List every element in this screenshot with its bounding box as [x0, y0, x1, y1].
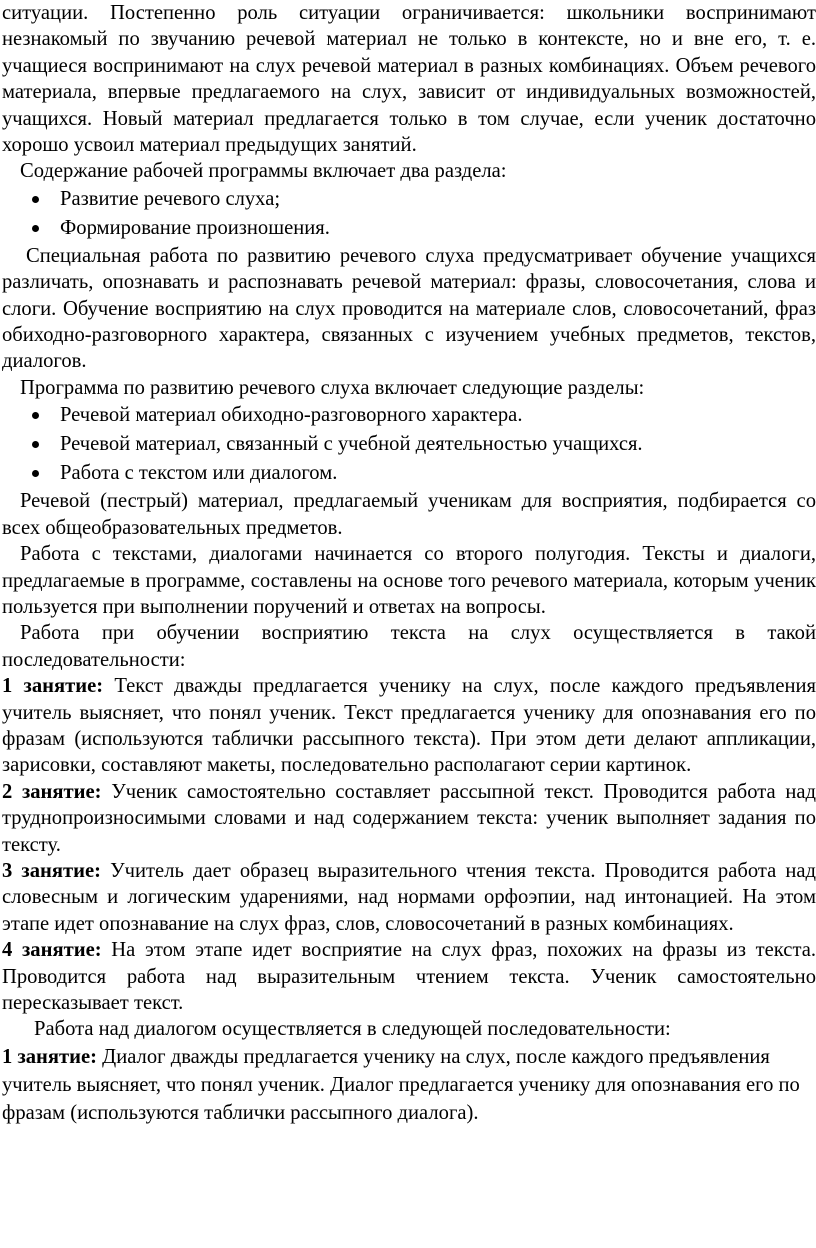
lesson-label: 2 занятие:: [2, 780, 102, 803]
paragraph-speech-material: Речевой (пестрый) материал, предлагаемый ученикам для восприятия, подбирается со всех общеобразовательных предметов.: [2, 490, 816, 539]
paragraph-program-content: Содержание рабочей программы включает два раздела:: [20, 160, 507, 183]
list-item: Речевой материал, связанный с учебной деятельностью учащихся.: [2, 430, 816, 459]
bullet-list-program-sections: [2, 401, 816, 488]
paragraph-text-sequence: Работа при обучении восприятию текста на слух осуществляется в такой последовательности:: [2, 622, 816, 671]
bullet-list-sections: [2, 185, 816, 243]
paragraph-texts-dialogs: Работа с текстами, диалогами начинается со второго полугодия. Тексты и диалоги, предлагаемые в программе, составлены на основе того речевого материала, которым ученик пользуется при выполнении поручений и ответах на вопросы.: [2, 543, 816, 618]
paragraph-lesson-3: [2, 858, 816, 937]
paragraph-special-work: Специальная работа по развитию речевого слуха предусматривает обучение учащихся различать, опознавать и распознавать речевой материал: фразы, словосочетания, слова и слоги. Обучение восприятию на слух проводится на материале слов, словосочетаний, фраз обиходно-разговорного характера, связанных с изучением учебных предметов, текстов, диалогов.: [2, 244, 816, 373]
paragraph-dialog-lesson-1: [2, 1043, 816, 1127]
lesson-label: 3 занятие:: [2, 859, 101, 882]
list-item: Речевой материал обиходно-разговорного характера.: [2, 401, 816, 430]
paragraph-program-sections: Программа по развитию речевого слуха включает следующие разделы:: [20, 376, 645, 399]
lesson-label: 4 занятие:: [2, 939, 102, 962]
lesson-text: Учитель дает образец выразительного чтения текста. Проводится работа над словесным и логическим ударениями, над нормами орфоэпии, над интонацией. На этом этапе идет опознавание на слух фраз, слов, словосочетаний в разных комбинациях.: [2, 859, 816, 935]
lesson-text: Ученик самостоятельно составляет рассыпной текст. Проводится работа над труднопроизносимыми словами и над содержанием текста: ученик выполняет задания по тексту.: [2, 780, 816, 856]
list-item: Формирование произношения.: [2, 214, 816, 243]
paragraph-lesson-1: [2, 673, 816, 779]
lesson-text: На этом этапе идет восприятие на слух фраз, похожих на фразы из текста. Проводится работа над выразительным чтением текста. Ученик самостоятельно пересказывает текст.: [2, 939, 816, 1014]
paragraph-dialog-sequence: Работа над диалогом осуществляется в следующей последовательности:: [34, 1018, 671, 1041]
lesson-text: Текст дважды предлагается ученику на слух, после каждого предъявления учитель выясняет, что понял ученик. Текст предлагается ученику для опознавания его по фразам (используются таблички рассыпного текста). При этом дети делают аппликации, зарисовки, составляют макеты, последовательно располагают серии картинок.: [2, 675, 816, 777]
lesson-label: 1 занятие:: [2, 1045, 98, 1068]
paragraph-lesson-2: [2, 779, 816, 858]
lesson-label: 1 занятие:: [2, 675, 104, 698]
lesson-text: Диалог дважды предлагается ученику на слух, после каждого предъявления учитель выясняет, что понял ученик. Диалог предлагается ученику для опознавания его по фразам (используются таблички рассыпного диалога).: [2, 1045, 800, 1124]
list-item: Развитие речевого слуха;: [2, 185, 816, 214]
paragraph-lesson-4: [2, 937, 816, 1016]
paragraph-situation: ситуации. Постепенно роль ситуации ограничивается: школьники воспринимают незнакомый по звучанию речевой материал не только в контексте, но и вне его, т. е. учащиеся воспринимают на слух речевой материал в разных комбинациях. Объем речевого материала, впервые предлагаемого на слух, зависит от индивидуальных возможностей, учащихся. Новый материал предлагается только в том случае, если ученик достаточно хорошо усвоил материал предыдущих занятий.: [2, 2, 816, 157]
list-item: Работа с текстом или диалогом.: [2, 459, 816, 488]
